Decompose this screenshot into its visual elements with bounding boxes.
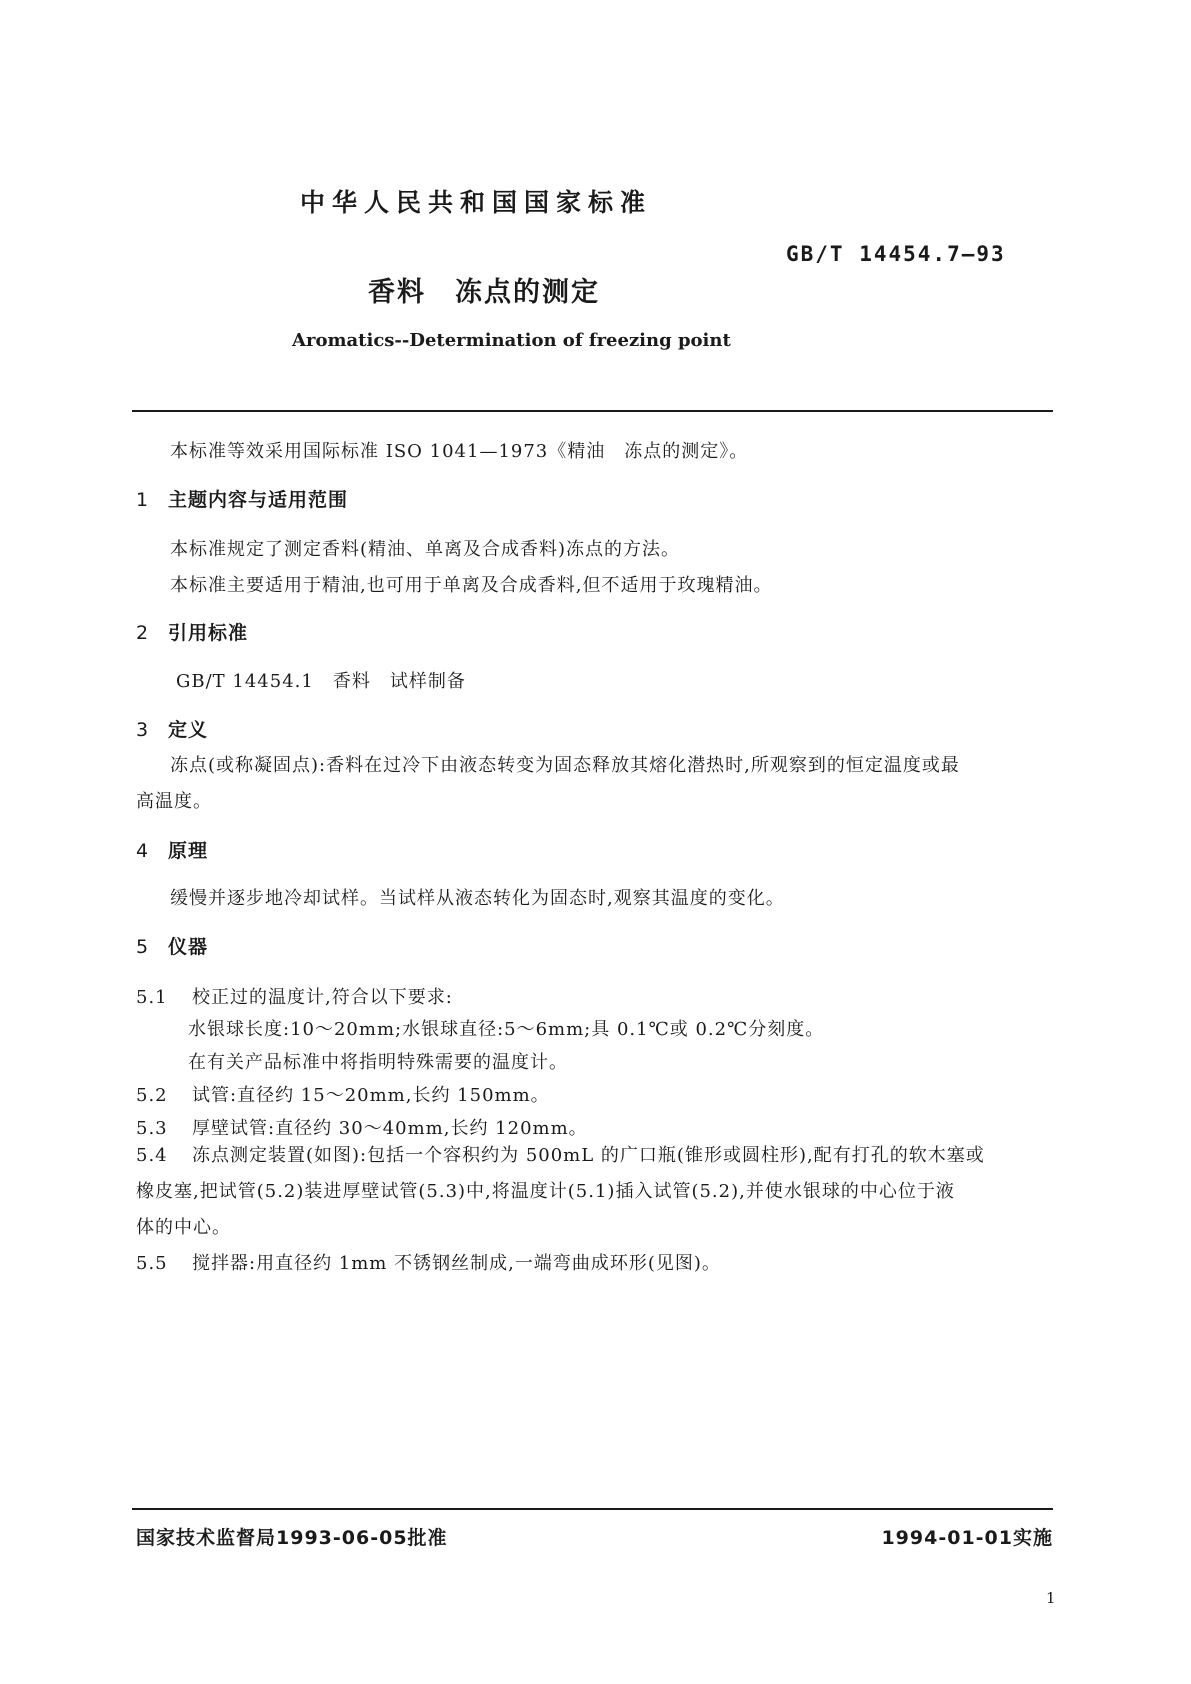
section-heading-4 [136, 836, 208, 863]
clause-number: 5.2 [136, 1085, 168, 1106]
section-1-paragraph: 本标准规定了测定香料(精油、单离及合成香料)冻点的方法。 [170, 539, 681, 560]
preface-paragraph: 本标准等效采用国际标准 ISO 1041—1973《精油 冻点的测定》。 [170, 441, 749, 462]
normative-reference: GB/T 14454.1 香料 试样制备 [176, 671, 466, 692]
implementation-date: 1994-01-01实施 [881, 1527, 1053, 1549]
clause-line [136, 1138, 1056, 1174]
section-heading-2 [136, 618, 248, 645]
standard-code: GB/T 14454.7—93 [786, 242, 1006, 266]
clause-number: 5.1 [136, 987, 168, 1008]
section-title: 定义 [168, 719, 209, 741]
footer-divider [132, 1508, 1053, 1510]
clause-line: 体的中心。 [136, 1217, 231, 1238]
section-heading-5 [136, 932, 208, 959]
document-title-cn: 香料 冻点的测定 [368, 277, 600, 308]
clause-text: 校正过的温度计,符合以下要求: [192, 987, 453, 1008]
section-number: 3 [136, 719, 150, 741]
definition-line: 高温度。 [136, 791, 212, 812]
clause-line: 橡皮塞,把试管(5.2)装进厚壁试管(5.3)中,将温度计(5.1)插入试管(5.2),并使水银球的中心位于液 [136, 1181, 955, 1202]
clause-text: 冻点测定装置(如图):包括一个容积约为 500mL 的广口瓶(锥形或圆柱形),配有打孔的软木塞或 [192, 1145, 985, 1166]
clause-5-1-requirement: 水银球长度:10～20mm;水银球直径:5～6mm;具 0.1℃或 0.2℃分刻度。 [188, 1019, 825, 1040]
clause-5-2 [136, 1081, 550, 1107]
header-divider [132, 410, 1053, 412]
clause-text: 搅拌器:用直径约 1mm 不锈钢丝制成,一端弯曲成环形(见图)。 [192, 1253, 721, 1274]
clause-text: 试管:直径约 15～20mm,长约 150mm。 [192, 1085, 550, 1106]
clause-5-5 [136, 1249, 721, 1275]
principle-paragraph: 缓慢并逐步地冷却试样。当试样从液态转化为固态时,观察其温度的变化。 [170, 888, 785, 909]
section-title: 仪器 [168, 936, 209, 958]
clause-text: 厚壁试管:直径约 30～40mm,长约 120mm。 [192, 1118, 588, 1139]
clause-5-3 [136, 1114, 588, 1140]
national-standard-title: 中华人民共和国国家标准 [300, 188, 653, 217]
section-number: 4 [136, 840, 150, 862]
section-1-paragraph: 本标准主要适用于精油,也可用于单离及合成香料,但不适用于玫瑰精油。 [170, 575, 773, 596]
section-title: 原理 [168, 840, 209, 862]
definition-paragraph [136, 748, 1056, 820]
section-number: 1 [136, 489, 150, 511]
approval-date: 国家技术监督局1993-06-05批准 [136, 1527, 448, 1549]
clause-number: 5.3 [136, 1118, 168, 1139]
section-title: 引用标准 [168, 622, 249, 644]
clause-5-1 [136, 983, 453, 1009]
clause-number: 5.5 [136, 1253, 168, 1274]
section-heading-3 [136, 715, 208, 742]
clause-number: 5.4 [136, 1145, 168, 1166]
clause-5-1-note: 在有关产品标准中将指明特殊需要的温度计。 [188, 1052, 568, 1073]
document-title-en: Aromatics--Determination of freezing point [292, 330, 731, 351]
section-number: 5 [136, 936, 150, 958]
clause-5-4 [136, 1138, 1056, 1246]
section-title: 主题内容与适用范围 [168, 489, 349, 511]
definition-line: 冻点(或称凝固点):香料在过冷下由液态转变为固态释放其熔化潜热时,所观察到的恒定温度或最 [170, 755, 960, 776]
section-number: 2 [136, 622, 150, 644]
page-number: 1 [1046, 1589, 1056, 1607]
section-heading-1 [136, 485, 348, 512]
